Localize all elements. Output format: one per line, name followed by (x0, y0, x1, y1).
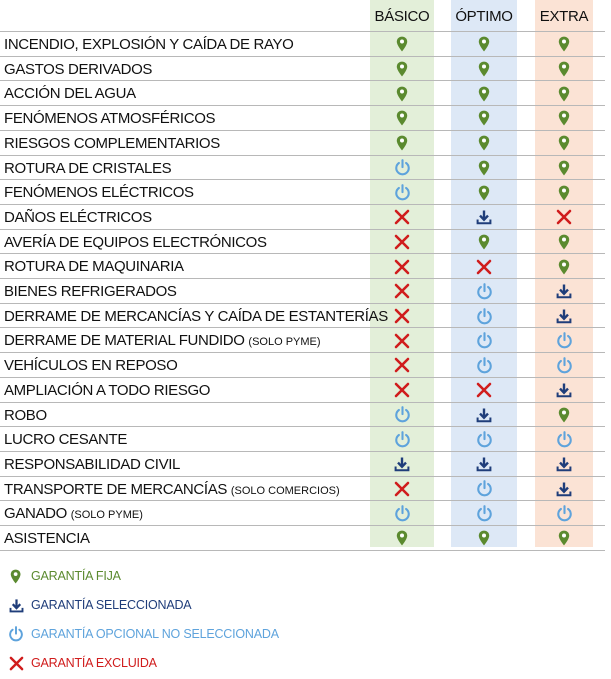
cell-basico (370, 452, 434, 477)
row-label-note: (SOLO PYME) (248, 336, 321, 349)
row-label (4, 131, 220, 156)
map-pin-icon (558, 160, 570, 176)
map-pin-icon (558, 110, 570, 126)
legend-text: GARANTÍA SELECCIONADA (31, 598, 192, 612)
close-icon (394, 283, 410, 299)
close-icon (6, 656, 26, 671)
download-icon (394, 456, 410, 472)
power-icon (6, 626, 26, 642)
cell-basico (370, 353, 434, 378)
row-divider (0, 550, 605, 551)
close-icon (394, 308, 410, 324)
legend-text: GARANTÍA OPCIONAL NO SELECCIONADA (31, 627, 279, 641)
row-label (4, 32, 294, 57)
cell-optimo (451, 131, 517, 156)
cell-basico (370, 304, 434, 329)
cell-optimo (451, 378, 517, 403)
legend-item (6, 623, 279, 645)
table-row (0, 81, 605, 106)
power-icon (556, 332, 573, 349)
power-icon (394, 505, 411, 522)
power-icon (476, 357, 493, 374)
download-icon (6, 598, 26, 613)
table-row (0, 156, 605, 181)
cell-extra (535, 279, 593, 304)
cell-extra (535, 353, 593, 378)
cell-basico (370, 131, 434, 156)
cell-basico (370, 328, 434, 353)
download-icon (556, 382, 572, 398)
table-row (0, 180, 605, 205)
cell-basico (370, 403, 434, 428)
row-label (4, 205, 152, 230)
row-label (4, 279, 177, 304)
row-label (4, 180, 194, 205)
cell-extra (535, 32, 593, 57)
row-label-note: (SOLO COMERCIOS) (230, 484, 340, 497)
close-icon (394, 333, 410, 349)
row-label-text: ASISTENCIA (4, 530, 90, 547)
cell-extra (535, 427, 593, 452)
row-label (4, 427, 127, 452)
table-row (0, 230, 605, 255)
cell-extra (535, 254, 593, 279)
map-pin-icon (478, 530, 490, 546)
download-icon (476, 407, 492, 423)
row-label-text: ROTURA DE MAQUINARIA (4, 258, 184, 276)
row-label-text: LUCRO CESANTE (4, 431, 127, 449)
cell-basico (370, 279, 434, 304)
legend-item (6, 594, 191, 616)
map-pin-icon (6, 569, 26, 584)
legend-text: GARANTÍA EXCLUIDA (31, 656, 157, 670)
row-label-text: ACCIÓN DEL AGUA (4, 85, 136, 103)
column-header-basico: BÁSICO (374, 8, 430, 25)
close-icon (394, 209, 410, 225)
cell-basico (370, 32, 434, 57)
cell-extra (535, 57, 593, 82)
table-row (0, 205, 605, 230)
row-label-text: INCENDIO, EXPLOSIÓN Y CAÍDA DE RAYO (4, 36, 294, 53)
map-pin-icon (558, 530, 570, 546)
cell-optimo (451, 180, 517, 205)
row-label-note: (SOLO PYME) (70, 509, 143, 522)
cell-optimo (451, 304, 517, 329)
cell-optimo (451, 32, 517, 57)
cell-optimo (451, 353, 517, 378)
cell-optimo (451, 328, 517, 353)
cell-extra (535, 106, 593, 131)
cell-extra (535, 180, 593, 205)
download-icon (556, 456, 572, 472)
cell-extra (535, 156, 593, 181)
row-label-text: DERRAME DE MATERIAL FUNDIDO (4, 332, 245, 350)
cell-optimo (451, 477, 517, 502)
table-row (0, 57, 605, 82)
cell-optimo (451, 57, 517, 82)
table-row (0, 106, 605, 131)
cell-extra (535, 378, 593, 403)
cell-extra (535, 403, 593, 428)
row-label-text: BIENES REFRIGERADOS (4, 283, 177, 300)
cell-basico (370, 57, 434, 82)
cell-extra (535, 477, 593, 502)
row-label (4, 378, 210, 403)
map-pin-icon (478, 160, 490, 176)
download-icon (476, 209, 492, 225)
map-pin-icon (478, 135, 490, 151)
map-pin-icon (396, 36, 408, 52)
map-pin-icon (478, 110, 490, 126)
cell-extra (535, 452, 593, 477)
power-icon (394, 184, 411, 201)
row-label-text: TRANSPORTE DE MERCANCÍAS (4, 480, 228, 498)
cell-basico (370, 180, 434, 205)
row-label (4, 304, 388, 329)
cell-extra (535, 81, 593, 106)
cell-optimo (451, 403, 517, 428)
row-label (4, 156, 171, 181)
cell-optimo (451, 81, 517, 106)
cell-basico (370, 501, 434, 526)
cell-basico (370, 81, 434, 106)
row-label (4, 230, 267, 255)
power-icon (476, 505, 493, 522)
map-pin-icon (558, 259, 570, 275)
map-pin-icon (396, 530, 408, 546)
cell-basico (370, 526, 434, 551)
cell-basico (370, 156, 434, 181)
cell-basico (370, 254, 434, 279)
row-label-text: FENÓMENOS ATMOSFÉRICOS (4, 110, 216, 128)
row-label (4, 57, 152, 82)
cell-optimo (451, 279, 517, 304)
cell-extra (535, 501, 593, 526)
table-row (0, 477, 605, 502)
map-pin-icon (478, 185, 490, 201)
map-pin-icon (478, 86, 490, 102)
map-pin-icon (396, 61, 408, 77)
legend-text: GARANTÍA FIJA (31, 569, 121, 583)
power-icon (556, 431, 573, 448)
cell-basico (370, 106, 434, 131)
cell-extra (535, 328, 593, 353)
power-icon (476, 308, 493, 325)
map-pin-icon (478, 234, 490, 250)
row-label (4, 526, 90, 551)
cell-extra (535, 205, 593, 230)
row-label-text: GANADO (4, 505, 67, 523)
download-icon (476, 456, 492, 472)
cell-basico (370, 477, 434, 502)
legend-item (6, 652, 157, 674)
table-row (0, 353, 605, 378)
row-label-text: GASTOS DERIVADOS (4, 60, 153, 78)
power-icon (476, 480, 493, 497)
cell-extra (535, 230, 593, 255)
cell-basico (370, 378, 434, 403)
table-row (0, 131, 605, 156)
cell-optimo (451, 526, 517, 551)
power-icon (476, 431, 493, 448)
download-icon (556, 308, 572, 324)
table-row (0, 452, 605, 477)
row-label (4, 452, 180, 477)
row-label-text: ROTURA DE CRISTALES (4, 159, 172, 177)
map-pin-icon (396, 110, 408, 126)
map-pin-icon (478, 61, 490, 77)
close-icon (394, 234, 410, 250)
row-label (4, 403, 47, 428)
row-label-text: AVERÍA DE EQUIPOS ELECTRÓNICOS (4, 233, 267, 251)
table-row (0, 378, 605, 403)
row-label-text: AMPLIACIÓN A TODO RIESGO (4, 381, 211, 399)
row-label (4, 106, 215, 131)
download-icon (556, 283, 572, 299)
row-label-text: ROBO (4, 406, 47, 424)
cell-optimo (451, 452, 517, 477)
close-icon (556, 209, 572, 225)
map-pin-icon (396, 135, 408, 151)
cell-optimo (451, 230, 517, 255)
power-icon (394, 431, 411, 448)
table-row (0, 32, 605, 57)
row-label (4, 81, 136, 106)
close-icon (394, 481, 410, 497)
power-icon (476, 332, 493, 349)
cell-extra (535, 131, 593, 156)
map-pin-icon (558, 135, 570, 151)
cell-optimo (451, 254, 517, 279)
download-icon (556, 481, 572, 497)
close-icon (476, 382, 492, 398)
power-icon (476, 283, 493, 300)
power-icon (556, 357, 573, 374)
power-icon (394, 406, 411, 423)
legend-item (6, 565, 121, 587)
close-icon (394, 357, 410, 373)
close-icon (394, 382, 410, 398)
map-pin-icon (558, 61, 570, 77)
map-pin-icon (478, 36, 490, 52)
row-label-text: DERRAME DE MERCANCÍAS Y CAÍDA DE ESTANTERÍAS (4, 307, 388, 325)
table-row (0, 328, 605, 353)
cell-extra (535, 526, 593, 551)
map-pin-icon (558, 407, 570, 423)
cell-basico (370, 230, 434, 255)
map-pin-icon (558, 86, 570, 102)
cell-optimo (451, 205, 517, 230)
cell-basico (370, 205, 434, 230)
row-label-text: FENÓMENOS ELÉCTRICOS (4, 184, 194, 202)
table-row (0, 304, 605, 329)
row-label (4, 353, 177, 378)
map-pin-icon (396, 86, 408, 102)
cell-basico (370, 427, 434, 452)
map-pin-icon (558, 36, 570, 52)
close-icon (476, 259, 492, 275)
table-row (0, 501, 605, 526)
row-label-text: DAÑOS ELÉCTRICOS (4, 208, 152, 226)
table-row (0, 279, 605, 304)
row-label (4, 254, 184, 279)
cell-extra (535, 304, 593, 329)
column-header-optimo: ÓPTIMO (455, 8, 513, 25)
row-label-text: RESPONSABILIDAD CIVIL (4, 455, 181, 473)
power-icon (556, 505, 573, 522)
table-row (0, 254, 605, 279)
cell-optimo (451, 156, 517, 181)
table-row (0, 526, 605, 551)
row-label-text: RIESGOS COMPLEMENTARIOS (4, 134, 220, 152)
cell-optimo (451, 427, 517, 452)
table-row (0, 403, 605, 428)
cell-optimo (451, 501, 517, 526)
column-header-extra: EXTRA (539, 8, 589, 25)
close-icon (394, 259, 410, 275)
map-pin-icon (558, 234, 570, 250)
power-icon (394, 159, 411, 176)
map-pin-icon (558, 185, 570, 201)
row-label-text: VEHÍCULOS EN REPOSO (4, 357, 178, 375)
table-row (0, 427, 605, 452)
cell-optimo (451, 106, 517, 131)
